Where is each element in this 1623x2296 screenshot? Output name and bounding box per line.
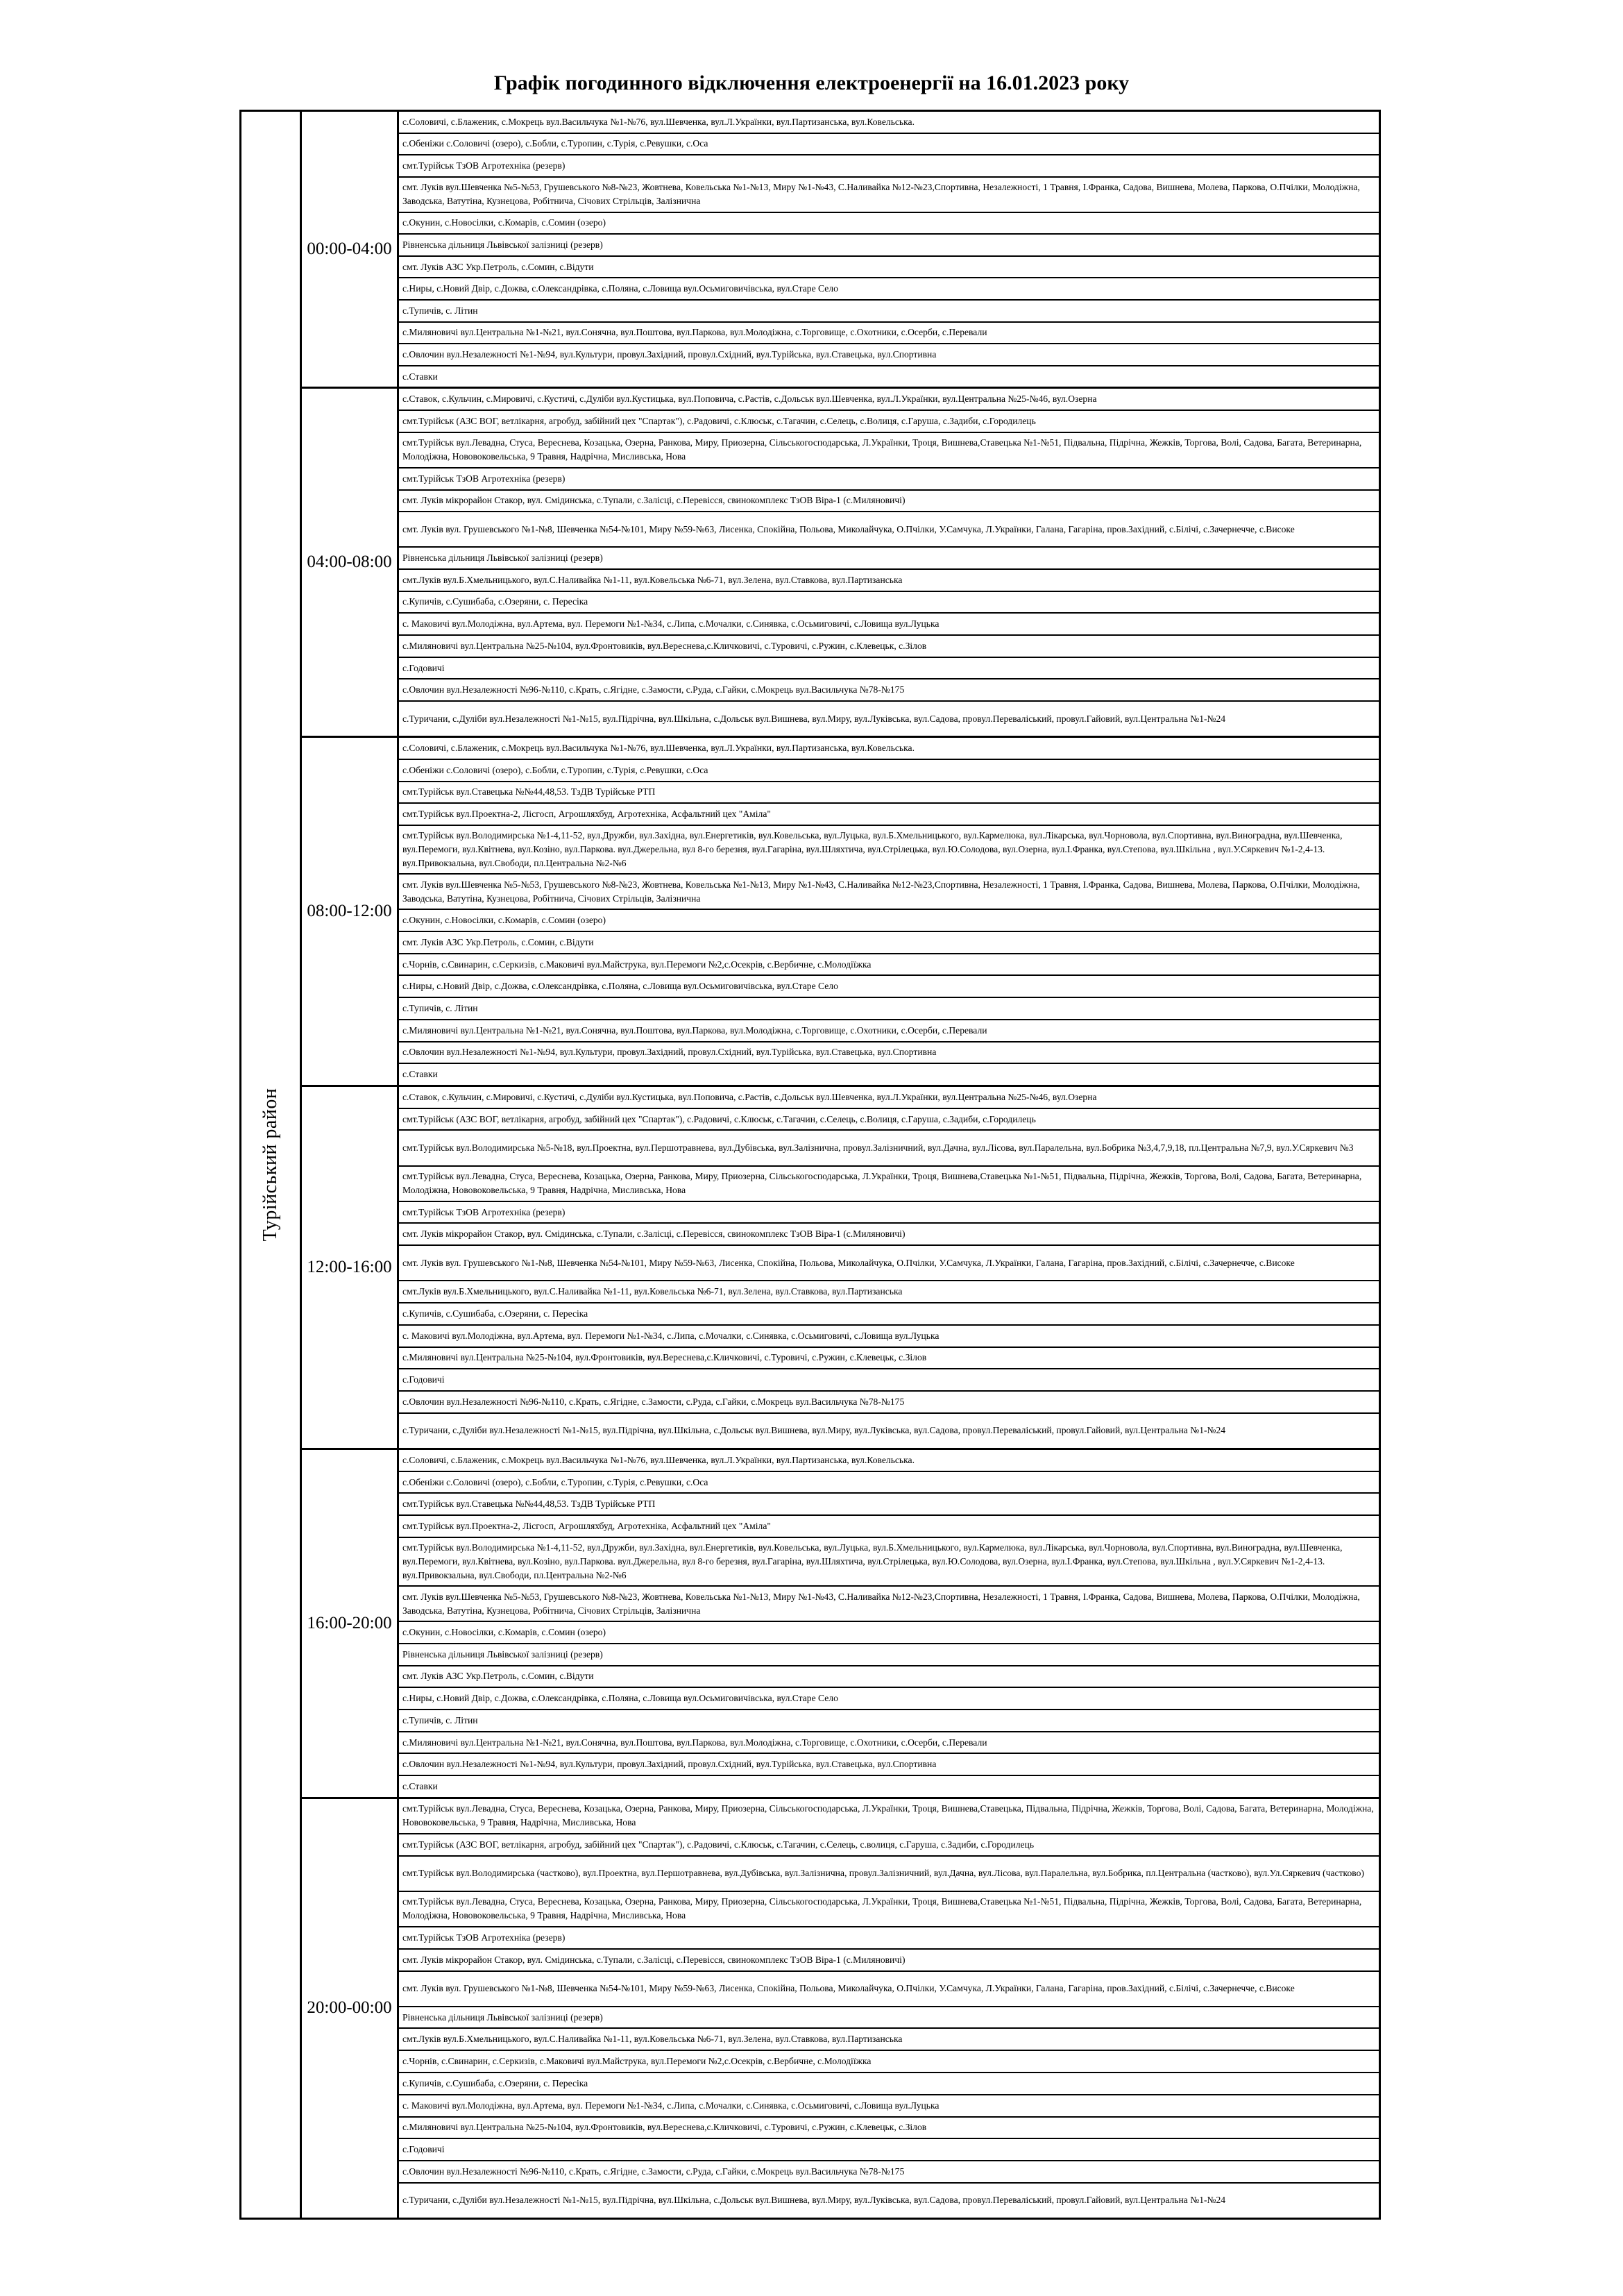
outage-row xyxy=(399,1665,1379,1687)
outage-row xyxy=(399,1799,1379,1833)
outage-area-text: смт. Луків вул.Шевченка №5-№53, Грушевського №8-№23, Жовтнева, Ковельська №1-№13, Миру №1-№43, С.Наливайка №12-№23,Спортивна, Незалежності, 1 Травня, І.Франка, Садова, Вишнева, Молева, Паркова, О.Пчілки, Молодіжна, Заводська, Ватутіна, Кузнецова, Робітнича, Січових Стрільців, Залізнична xyxy=(402,879,1360,904)
outage-area-text: с.Ставки xyxy=(402,371,438,382)
outage-areas xyxy=(399,738,1379,1085)
outage-row xyxy=(399,2160,1379,2182)
outage-area-text: с.Окунин, с.Новосілки, с.Комарів, с.Сомин (озеро) xyxy=(402,217,606,228)
outage-row xyxy=(399,1891,1379,1926)
outage-row xyxy=(399,1019,1379,1041)
outage-area-text: смт.Турійськ вул.Володимирська (частково), вул.Проектна, вул.Першотравнева, вул.Дубівська, вул.Залізнична, провул.Залізничний, вул.Дачна, вул.Лісова, вул.Паралельна, вул.Бобрика, пл.Центральна (частково), вул.Ул.Сяркевич (частково) xyxy=(402,1868,1364,1879)
outage-row xyxy=(399,1775,1379,1797)
outage-areas xyxy=(399,112,1379,387)
outage-row xyxy=(399,678,1379,700)
outage-row xyxy=(399,1087,1379,1108)
outage-row xyxy=(399,2182,1379,2218)
outage-area-text: смт.Турійськ вул.Ставецька №№44,48,53. ТзДВ Турійське РТП xyxy=(402,786,656,797)
outage-area-text: смт.Турійськ (АЗС ВОГ, ветлікарня, агробуд, забійний цех "Спартак"), с.Радовичі, с.Клюськ, с.Тагачин, с.Селець, с.Волиця, с.Гаруша, с.Задиби, с.Городилець xyxy=(402,1113,1036,1124)
outage-area-text: смт.Турійськ вул.Володимирська №5-№18, вул.Проектна, вул.Першотравнева, вул.Дубівська, вул.Залізнична, провул.Залізничний, вул.Дачна, вул.Лісова, вул.Паралельна, вул.Бобрика №3,4,7,9,18, пл.Центральна №7,9, вул.У.Сяркевич №3 xyxy=(402,1142,1354,1153)
outage-area-text: с. Маковичі вул.Молодіжна, вул.Артема, вул. Перемоги №1-№34, с.Липа, с.Мочалки, с.Синявка, с.Осьмиговичі, с.Ловища вул.Луцька xyxy=(402,618,940,630)
time-range: 04:00-08:00 xyxy=(302,389,399,736)
outage-areas xyxy=(399,1450,1379,1797)
outage-row xyxy=(399,873,1379,909)
outage-area-text: с.Обеніжи с.Соловичі (озеро), с.Бобли, с.Туропин, с.Турія, с.Ревушки, с.Оса xyxy=(402,764,708,775)
outage-row xyxy=(399,1368,1379,1390)
outage-area-text: смт.Луків вул.Б.Хмельницького, вул.С.Наливайка №1-11, вул.Ковельська №6-71, вул.Зелена, вул.Ставкова, вул.Партизанська xyxy=(402,1286,903,1297)
outage-row xyxy=(399,511,1379,546)
outage-row xyxy=(399,1643,1379,1665)
outage-area-text: с. Маковичі вул.Молодіжна, вул.Артема, вул. Перемоги №1-№34, с.Липа, с.Мочалки, с.Синявка, с.Осьмиговичі, с.Ловища вул.Луцька xyxy=(402,1330,940,1341)
outage-area-text: с.Обеніжи с.Соловичі (озеро), с.Бобли, с.Туропин, с.Турія, с.Ревушки, с.Оса xyxy=(402,1476,708,1487)
outage-area-text: с.Овлочин вул.Незалежності №96-№110, с.Крать, с.Ягідне, с.Замости, с.Руда, с.Гайки, с.Мокрець вул.Васильчука №78-№175 xyxy=(402,1396,905,1407)
outage-row xyxy=(399,1855,1379,1891)
outage-area-text: смт.Турійськ (АЗС ВОГ, ветлікарня, агробуд, забійний цех "Спартак"), с.Радовичі, с.Клюськ, с.Тагачин, с.Селець, с.Волиця, с.Гаруша, с.Задиби, с.Городилець xyxy=(402,415,1036,426)
outage-row xyxy=(399,1731,1379,1753)
outage-row xyxy=(399,389,1379,410)
outage-area-text: с.Ставки xyxy=(402,1069,438,1080)
outage-area-text: смт.Турійськ вул.Левадна, Стуса, Вереснева, Козацька, Озерна, Ранкова, Миру, Приозерна, Сільськогосподарська, Л.Українки, Троця, Вишнева,Ставецька №1-№51, Підвальна, Підрічна, Жежків, Торгова, Волі, Садова, Багата, Ветеринарна, Молодіжна, Нововоковельська, 9 Травня, Надрічна, Мисливська, Нова xyxy=(402,437,1362,462)
outage-row xyxy=(399,299,1379,321)
outage-row xyxy=(399,489,1379,512)
outage-area-text: смт.Турійськ ТзОВ Агротехніка (резерв) xyxy=(402,160,566,171)
outage-area-text: с.Годовичі xyxy=(402,1374,445,1385)
outage-row xyxy=(399,759,1379,781)
outage-row xyxy=(399,802,1379,825)
outage-area-text: с.Соловичі, с.Блаженик, с.Мокрець вул.Васильчука №1-№76, вул.Шевченка, вул.Л.Українки, вул.Партизанська, вул.Ковельська. xyxy=(402,742,915,753)
outage-area-text: с.Купичів, с.Сушибаба, с.Озеряни, с. Пересіка xyxy=(402,1308,588,1319)
outage-area-text: смт.Луків вул.Б.Хмельницького, вул.С.Наливайка №1-11, вул.Ковельська №6-71, вул.Зелена, вул.Ставкова, вул.Партизанська xyxy=(402,574,903,585)
outage-row xyxy=(399,112,1379,133)
outage-area-text: с.Овлочин вул.Незалежності №96-№110, с.Крать, с.Ягідне, с.Замости, с.Руда, с.Гайки, с.Мокрець вул.Васильчука №78-№175 xyxy=(402,2166,905,2177)
time-blocks xyxy=(302,112,1379,2218)
outage-row xyxy=(399,974,1379,997)
outage-row xyxy=(399,2116,1379,2138)
outage-area-text: с.Туричани, с.Дуліби вул.Незалежності №1-№15, вул.Підрічна, вул.Шкільна, с.Дольськ вул.Вишнева, вул.Миру, вул.Луківська, вул.Садова, провул.Переваліський, провул.Гайовий, вул.Центральна №1-№24 xyxy=(402,1425,1226,1436)
outage-area-text: с.Туричани, с.Дуліби вул.Незалежності №1-№15, вул.Підрічна, вул.Шкільна, с.Дольськ вул.Вишнева, вул.Миру, вул.Луківська, вул.Садова, провул.Переваліський, провул.Гайовий, вул.Центральна №1-№24 xyxy=(402,2195,1226,2206)
outage-area-text: смт.Турійськ вул.Левадна, Стуса, Вереснева, Козацька, Озерна, Ранкова, Миру, Приозерна, Сільськогосподарська, Л.Українки, Троця, Вишнева,Ставецька №1-№51, Підвальна, Підрічна, Жежків, Торгова, Волі, Садова, Багата, Ветеринарна, Молодіжна, Нововоковельська, 9 Травня, Надрічна, Мисливська, Нова xyxy=(402,1171,1362,1196)
outage-row xyxy=(399,1709,1379,1731)
outage-area-text: смт. Луків мікрорайон Стакор, вул. Смідинська, с.Тупали, с.Залісці, с.Перевісся, свинокомплекс ТзОВ Віра-1 (с.Миляновичі) xyxy=(402,1229,906,1240)
outage-row xyxy=(399,321,1379,344)
outage-row xyxy=(399,1324,1379,1347)
outage-area-text: с.Тупичів, с. Літин xyxy=(402,305,478,316)
outage-area-text: с.Миляновичі вул.Центральна №1-№21, вул.Сонячна, вул.Поштова, вул.Паркова, вул.Молодіжна, с.Торговище, с.Охотники, с.Осерби, с.Перевали xyxy=(402,1024,987,1036)
outage-row xyxy=(399,1492,1379,1514)
outage-row xyxy=(399,2006,1379,2028)
outage-row xyxy=(399,212,1379,234)
time-range: 16:00-20:00 xyxy=(302,1450,399,1797)
time-block xyxy=(302,1797,1379,2218)
outage-row xyxy=(399,1450,1379,1471)
outage-row xyxy=(399,1687,1379,1709)
outage-row xyxy=(399,1244,1379,1280)
outage-row xyxy=(399,1537,1379,1585)
time-range: 08:00-12:00 xyxy=(302,738,399,1085)
outage-row xyxy=(399,1926,1379,1948)
outage-row xyxy=(399,825,1379,873)
outage-area-text: Рівненська дільниця Львівської залізниці (резерв) xyxy=(402,239,603,250)
outage-area-text: с.Овлочин вул.Незалежності №1-№94, вул.Культури, провул.Західний, провул.Східний, вул.Турійська, вул.Ставецька, вул.Спортивна xyxy=(402,1759,937,1770)
outage-row xyxy=(399,1063,1379,1085)
outage-row xyxy=(399,1514,1379,1537)
outage-row xyxy=(399,277,1379,299)
outage-row xyxy=(399,700,1379,736)
outage-row xyxy=(399,1833,1379,1855)
schedule-table xyxy=(239,110,1381,2220)
outage-row xyxy=(399,154,1379,176)
outage-area-text: с.Ставок, с.Кульчин, с.Мировичі, с.Кустичі, с.Дуліби вул.Кустицька, вул.Поповича, с.Растів, с.Дольськ вул.Шевченка, вул.Л.Українки, вул.Центральна №25-№46, вул.Озерна xyxy=(402,394,1097,405)
outage-row xyxy=(399,343,1379,365)
outage-row xyxy=(399,2138,1379,2160)
outage-areas xyxy=(399,1799,1379,2218)
time-block xyxy=(302,736,1379,1085)
outage-area-text: с.Соловичі, с.Блаженик, с.Мокрець вул.Васильчука №1-№76, вул.Шевченка, вул.Л.Українки, вул.Партизанська, вул.Ковельська. xyxy=(402,116,915,127)
outage-area-text: с.Ставок, с.Кульчин, с.Мировичі, с.Кустичі, с.Дуліби вул.Кустицька, вул.Поповича, с.Растів, с.Дольськ вул.Шевченка, вул.Л.Українки, вул.Центральна №25-№46, вул.Озерна xyxy=(402,1091,1097,1102)
outage-row xyxy=(399,1412,1379,1448)
outage-area-text: с.Ниры, с.Новий Двір, с.Дожва, с.Олександрівка, с.Поляна, с.Ловища вул.Осьмиговичівська, вул.Старе Село xyxy=(402,283,838,294)
outage-area-text: с.Чорнів, с.Свинарин, с.Серкизів, с.Маковичі вул.Майструка, вул.Перемоги №2,с.Осекрів, с.Вербичне, с.Молодіїжка xyxy=(402,2056,872,2067)
outage-row xyxy=(399,410,1379,432)
outage-row xyxy=(399,997,1379,1019)
outage-area-text: смт. Луків вул. Грушевського №1-№8, Шевченка №54-№101, Миру №59-№63, Лисенка, Спокійна, Польова, Миколайчука, О.Пчілки, У.Самчука, Л.Українки, Галана, Гагаріна, пров.Західний, с.Білічі, с.Зачернечче, с.Високе xyxy=(402,1983,1295,1994)
outage-row xyxy=(399,2050,1379,2072)
outage-row xyxy=(399,1108,1379,1130)
outage-area-text: смт. Луків АЗС Укр.Петроль, с.Сомин, с.Відути xyxy=(402,936,594,947)
outage-area-text: смт.Турійськ (АЗС ВОГ, ветлікарня, агробуд, забійний цех "Спартак"), с.Радовичі, с.Клюськ, с.Тагачин, с.Селець, с.волиця, с.Гаруша, с.Задиби, с.Городилець xyxy=(402,1839,1035,1850)
outage-row xyxy=(399,1585,1379,1621)
outage-area-text: смт.Турійськ вул.Ставецька №№44,48,53. ТзДВ Турійське РТП xyxy=(402,1499,656,1510)
outage-area-text: смт. Луків вул. Грушевського №1-№8, Шевченка №54-№101, Миру №59-№63, Лисенка, Спокійна, Польова, Миколайчука, О.Пчілки, У.Самчука, Л.Українки, Галана, Гагаріна, пров.Західний, с.Білічі, с.Зачернечче, с.Високе xyxy=(402,1257,1295,1268)
outage-area-text: смт.Турійськ вул.Левадна, Стуса, Вереснева, Козацька, Озерна, Ранкова, Миру, Приозерна, Сільськогосподарська, Л.Українки, Троця, Вишнева,Ставецька №1-№51, Підвальна, Підрічна, Жежків, Торгова, Волі, Садова, Багата, Ветеринарна, Молодіжна, Нововоковельська, 9 Травня, Надрічна, Мисливська, Нова xyxy=(402,1896,1362,1921)
outage-row xyxy=(399,1165,1379,1201)
outage-area-text: с.Обеніжи с.Соловичі (озеро), с.Бобли, с.Туропин, с.Турія, с.Ревушки, с.Оса xyxy=(402,138,708,149)
outage-row xyxy=(399,1129,1379,1165)
outage-area-text: с.Туричани, с.Дуліби вул.Незалежності №1-№15, вул.Підрічна, вул.Шкільна, с.Дольськ вул.Вишнева, вул.Миру, вул.Луківська, вул.Садова, провул.Переваліський, провул.Гайовий, вул.Центральна №1-№24 xyxy=(402,713,1226,724)
outage-area-text: с.Овлочин вул.Незалежності №1-№94, вул.Культури, провул.Західний, провул.Східний, вул.Турійська, вул.Ставецька, вул.Спортивна xyxy=(402,1047,937,1058)
outage-area-text: Рівненська дільниця Львівської залізниці (резерв) xyxy=(402,2011,603,2023)
outage-area-text: с.Миляновичі вул.Центральна №1-№21, вул.Сонячна, вул.Поштова, вул.Паркова, вул.Молодіжна, с.Торговище, с.Охотники, с.Осерби, с.Перевали xyxy=(402,327,987,338)
district-column xyxy=(241,112,302,2218)
outage-row xyxy=(399,1222,1379,1244)
outage-row xyxy=(399,1201,1379,1223)
outage-area-text: смт. Луків АЗС Укр.Петроль, с.Сомин, с.Відути xyxy=(402,1671,594,1682)
outage-row xyxy=(399,909,1379,931)
outage-area-text: смт. Луків мікрорайон Стакор, вул. Смідинська, с.Тупали, с.Залісці, с.Перевісся, свинокомплекс ТзОВ Віра-1 (с.Миляновичі) xyxy=(402,1954,906,1965)
outage-area-text: с.Ниры, с.Новий Двір, с.Дожва, с.Олександрівка, с.Поляна, с.Ловища вул.Осьмиговичівська, вул.Старе Село xyxy=(402,981,838,992)
outage-area-text: смт.Турійськ вул.Проектна-2, Лісгосп, Агрошляхбуд, Агротехніка, Асфальтний цех "Аміла" xyxy=(402,1521,771,1531)
outage-row xyxy=(399,255,1379,278)
outage-row xyxy=(399,568,1379,591)
outage-area-text: с.Овлочин вул.Незалежності №96-№110, с.Крать, с.Ягідне, с.Замости, с.Руда, с.Гайки, с.Мокрець вул.Васильчука №78-№175 xyxy=(402,684,905,695)
outage-area-text: смт.Турійськ вул.Володимирська №1-4,11-52, вул.Дружби, вул.Західна, вул.Енергетиків, вул.Ковельська, вул.Луцька, вул.Б.Хмельницького, вул.Кармелюка, вул.Лікарська, вул.Чорновола, вул.Спортивна, вул.Виноградна, вул.Шевченка, вул.Перемоги, вул.Квітнева, вул.Козіно, вул.Паркова. вул.Джерельна, вул 8-го березня, вул.Гагаріна, вул.Шляхтича, вул.Стрілецька, вул.Ю.Солодова, вул.Озерна, вул.І.Франка, вул.Степова, вул.Шкільна , вул.У.Сяркевич №1-2,4-13. вул.Привокзальна, вул.Свободи, пл.Центральна №2-№6 xyxy=(402,830,1343,869)
outage-row xyxy=(399,1471,1379,1493)
outage-area-text: с.Овлочин вул.Незалежності №1-№94, вул.Культури, провул.Західний, провул.Східний, вул.Турійська, вул.Ставецька, вул.Спортивна xyxy=(402,348,937,360)
outage-area-text: с.Чорнів, с.Свинарин, с.Серкизів, с.Маковичі вул.Майструка, вул.Перемоги №2,с.Осекрів, с.Вербичне, с.Молодіїжка xyxy=(402,959,872,970)
outage-row xyxy=(399,365,1379,387)
outage-area-text: с.Окунин, с.Новосілки, с.Комарів, с.Сомин (озеро) xyxy=(402,1627,606,1638)
outage-row xyxy=(399,612,1379,634)
outage-row xyxy=(399,1041,1379,1063)
outage-area-text: смт.Турійськ вул.Володимирська №1-4,11-52, вул.Дружби, вул.Західна, вул.Енергетиків, вул.Ковельська, вул.Луцька, вул.Б.Хмельницького, вул.Кармелюка, вул.Лікарська, вул.Чорновола, вул.Спортивна, вул.Виноградна, вул.Шевченка, вул.Перемоги, вул.Квітнева, вул.Козіно, вул.Паркова. вул.Джерельна, вул 8-го березня, вул.Гагаріна, вул.Шляхтича, вул.Стрілецька, вул.Ю.Солодова, вул.Озерна, вул.І.Франка, вул.Степова, вул.Шкільна , вул.У.Сяркевич №1-2,4-13. вул.Привокзальна, вул.Свободи, пл.Центральна №2-№6 xyxy=(402,1542,1343,1581)
outage-area-text: с.Окунин, с.Новосілки, с.Комарів, с.Сомин (озеро) xyxy=(402,915,606,926)
outage-area-text: с.Миляновичі вул.Центральна №25-№104, вул.Фронтовиків, вул.Вереснева,с.Кличковичі, с.Туровичі, с.Ружин, с.Клевецьк, с.Зілов xyxy=(402,2122,927,2133)
time-block xyxy=(302,112,1379,387)
outage-row xyxy=(399,2072,1379,2094)
district-label: Турійський район xyxy=(260,1088,281,1242)
outage-row xyxy=(399,1753,1379,1775)
outage-areas xyxy=(399,389,1379,736)
outage-area-text: с.Соловичі, с.Блаженик, с.Мокрець вул.Васильчука №1-№76, вул.Шевченка, вул.Л.Українки, вул.Партизанська, вул.Ковельська. xyxy=(402,1454,915,1465)
time-block xyxy=(302,387,1379,736)
outage-area-text: с.Годовичі xyxy=(402,662,445,673)
outage-row xyxy=(399,432,1379,467)
time-block xyxy=(302,1085,1379,1448)
outage-row xyxy=(399,133,1379,155)
outage-row xyxy=(399,1302,1379,1324)
outage-row xyxy=(399,176,1379,212)
outage-row xyxy=(399,738,1379,759)
outage-area-text: смт.Луків вул.Б.Хмельницького, вул.С.Наливайка №1-11, вул.Ковельська №6-71, вул.Зелена, вул.Ставкова, вул.Партизанська xyxy=(402,2034,903,2045)
outage-area-text: с.Ниры, с.Новий Двір, с.Дожва, с.Олександрівка, с.Поляна, с.Ловища вул.Осьмиговичівська, вул.Старе Село xyxy=(402,1693,838,1704)
time-range: 20:00-00:00 xyxy=(302,1799,399,2218)
page-title: Графік погодинного відключення електроенергії на 16.01.2023 року xyxy=(493,71,1130,94)
outage-area-text: Рівненська дільниця Львівської залізниці (резерв) xyxy=(402,552,603,564)
outage-area-text: с.Миляновичі вул.Центральна №1-№21, вул.Сонячна, вул.Поштова, вул.Паркова, вул.Молодіжна, с.Торговище, с.Охотники, с.Осерби, с.Перевали xyxy=(402,1737,987,1748)
outage-row xyxy=(399,1390,1379,1412)
outage-area-text: с.Тупичів, с. Літин xyxy=(402,1002,478,1013)
outage-area-text: смт.Турійськ ТзОВ Агротехніка (резерв) xyxy=(402,1206,566,1217)
time-block xyxy=(302,1448,1379,1797)
outage-row xyxy=(399,781,1379,803)
outage-row xyxy=(399,467,1379,489)
outage-area-text: смт. Луків вул. Грушевського №1-№8, Шевченка №54-№101, Миру №59-№63, Лисенка, Спокійна, Польова, Миколайчука, О.Пчілки, У.Самчука, Л.Українки, Галана, Гагаріна, пров.Західний, с.Білічі, с.Зачернечче, с.Високе xyxy=(402,523,1295,534)
outage-area-text: с.Купичів, с.Сушибаба, с.Озеряни, с. Пересіка xyxy=(402,596,588,607)
outage-row xyxy=(399,953,1379,975)
outage-area-text: смт. Луків вул.Шевченка №5-№53, Грушевського №8-№23, Жовтнева, Ковельська №1-№13, Миру №1-№43, С.Наливайка №12-№23,Спортивна, Незалежності, 1 Травня, І.Франка, Садова, Вишнева, Молева, Паркова, О.Пчілки, Молодіжна, Заводська, Ватутіна, Кузнецова, Робітнича, Січових Стрільців, Залізнична xyxy=(402,1591,1360,1616)
outage-row xyxy=(399,1347,1379,1369)
outage-row xyxy=(399,2027,1379,2050)
outage-area-text: смт. Луків мікрорайон Стакор, вул. Смідинська, с.Тупали, с.Залісці, с.Перевісся, свинокомплекс ТзОВ Віра-1 (с.Миляновичі) xyxy=(402,495,906,506)
outage-row xyxy=(399,233,1379,255)
outage-area-text: с.Миляновичі вул.Центральна №25-№104, вул.Фронтовиків, вул.Вереснева,с.Кличковичі, с.Туровичі, с.Ружин, с.Клевецьк, с.Зілов xyxy=(402,640,927,651)
time-range: 00:00-04:00 xyxy=(302,112,399,387)
outage-row xyxy=(399,546,1379,568)
outage-area-text: с.Годовичі xyxy=(402,2144,445,2155)
outage-row xyxy=(399,1970,1379,2006)
outage-row xyxy=(399,2094,1379,2116)
outage-row xyxy=(399,1948,1379,1970)
outage-row xyxy=(399,634,1379,657)
outage-area-text: Рівненська дільниця Львівської залізниці (резерв) xyxy=(402,1648,603,1660)
outage-area-text: смт.Турійськ ТзОВ Агротехніка (резерв) xyxy=(402,1932,566,1943)
outage-area-text: смт.Турійськ вул.Проектна-2, Лісгосп, Агрошляхбуд, Агротехніка, Асфальтний цех "Аміла" xyxy=(402,809,771,820)
outage-area-text: с.Купичів, с.Сушибаба, с.Озеряни, с. Пересіка xyxy=(402,2077,588,2088)
outage-area-text: смт.Турійськ ТзОВ Агротехніка (резерв) xyxy=(402,473,566,484)
outage-area-text: смт. Луків АЗС Укр.Петроль, с.Сомин, с.Відути xyxy=(402,261,594,272)
outage-row xyxy=(399,1280,1379,1302)
outage-area-text: смт.Турійськ вул.Левадна, Стуса, Вереснева, Козацька, Озерна, Ранкова, Миру, Приозерна, Сільськогосподарська, Л.Українки, Троця, Вишнева,Ставецька, Підвальна, Підрічна, Жежків, Торгова, Волі, Садова, Багата, Ветеринарна, Молодіжна, Нововоковельська, 9 Травня, Надрічна, Мисливська, Нова xyxy=(402,1803,1374,1828)
outage-area-text: смт. Луків вул.Шевченка №5-№53, Грушевського №8-№23, Жовтнева, Ковельська №1-№13, Миру №1-№43, С.Наливайка №12-№23,Спортивна, Незалежності, 1 Травня, І.Франка, Садова, Вишнева, Молева, Паркова, О.Пчілки, Молодіжна, Заводська, Ватутіна, Кузнецова, Робітнича, Січових Стрільців, Залізнична xyxy=(402,182,1360,207)
outage-areas xyxy=(399,1087,1379,1448)
outage-row xyxy=(399,591,1379,613)
outage-area-text: с.Ставки xyxy=(402,1780,438,1791)
outage-row xyxy=(399,1621,1379,1643)
outage-area-text: с.Тупичів, с. Літин xyxy=(402,1714,478,1725)
outage-row xyxy=(399,931,1379,953)
outage-row xyxy=(399,657,1379,679)
outage-area-text: с. Маковичі вул.Молодіжна, вул.Артема, вул. Перемоги №1-№34, с.Липа, с.Мочалки, с.Синявка, с.Осьмиговичі, с.Ловища вул.Луцька xyxy=(402,2100,940,2111)
outage-area-text: с.Миляновичі вул.Центральна №25-№104, вул.Фронтовиків, вул.Вереснева,с.Кличковичі, с.Туровичі, с.Ружин, с.Клевецьк, с.Зілов xyxy=(402,1352,927,1363)
time-range: 12:00-16:00 xyxy=(302,1087,399,1448)
